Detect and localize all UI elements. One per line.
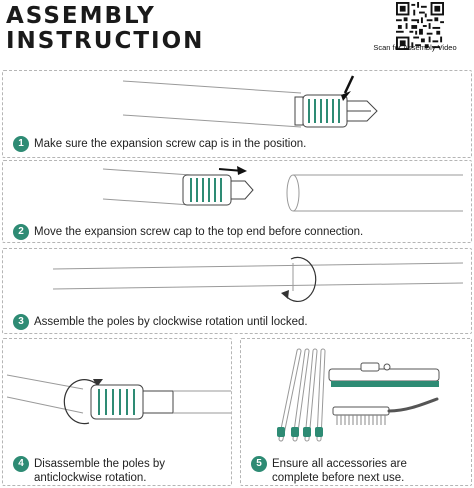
title-line-1: ASSEMBLY bbox=[6, 3, 156, 29]
step-2-text: Move the expansion screw cap to the top end before connection. bbox=[34, 226, 364, 238]
squeegee-head-icon bbox=[329, 363, 439, 387]
step-3 bbox=[13, 315, 308, 330]
step-4-text-line-2: anticlockwise rotation. bbox=[34, 472, 147, 484]
step-5-text-line-2: complete before next use. bbox=[272, 472, 405, 484]
step-5-text-line-1: Ensure all accessories are bbox=[272, 458, 407, 470]
step-3-text: Assemble the poles by clockwise rotation until locked. bbox=[34, 316, 308, 328]
step-number-badge: 3 bbox=[13, 314, 29, 330]
step-1 bbox=[13, 137, 306, 152]
step-2 bbox=[13, 225, 363, 240]
step-4-panel bbox=[2, 338, 232, 486]
step-1-panel bbox=[2, 70, 472, 158]
screw-cap-icon bbox=[295, 95, 377, 127]
step-3-panel bbox=[2, 248, 472, 334]
poles-icon bbox=[277, 351, 323, 439]
step-number-badge: 4 bbox=[13, 456, 29, 472]
brush-icon bbox=[333, 399, 437, 425]
step-2-panel bbox=[2, 160, 472, 243]
screw-cap-icon bbox=[91, 385, 143, 419]
step-4-text-line-1: Disassemble the poles by bbox=[34, 458, 166, 470]
step-number-badge: 2 bbox=[13, 224, 29, 240]
arrow-right-icon bbox=[219, 166, 247, 175]
step-number-badge: 1 bbox=[13, 136, 29, 152]
step-5 bbox=[251, 457, 407, 485]
step-number-badge: 5 bbox=[251, 456, 267, 472]
qr-caption: Scan for Assembly Video bbox=[373, 43, 457, 52]
screw-cap-icon bbox=[183, 175, 253, 205]
title-line-2: INSTRUCTION bbox=[6, 28, 205, 54]
step-5-panel bbox=[240, 338, 472, 486]
step-4 bbox=[13, 457, 165, 485]
rotate-clockwise-icon bbox=[281, 257, 316, 301]
step-1-text: Make sure the expansion screw cap is in the position. bbox=[34, 138, 307, 150]
